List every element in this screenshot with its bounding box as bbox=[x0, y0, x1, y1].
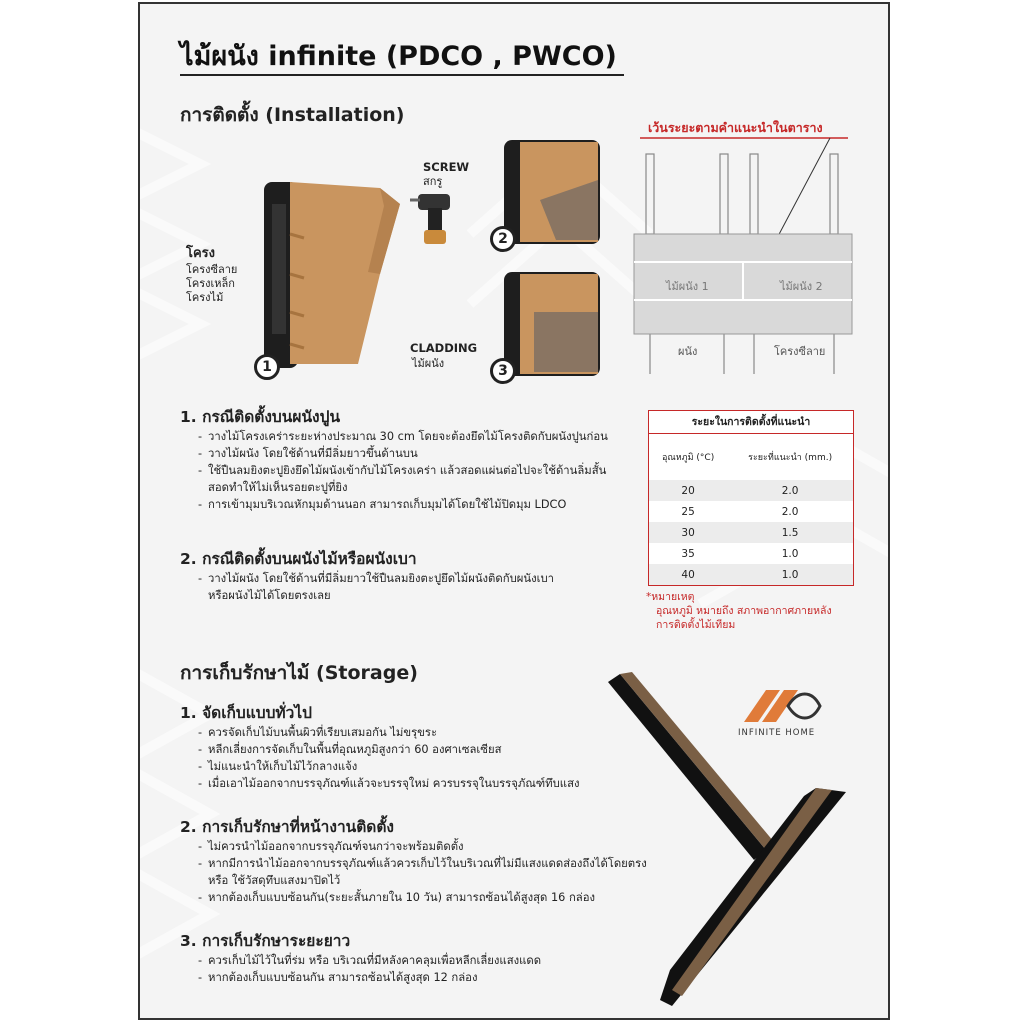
step-2-badge: 2 bbox=[490, 226, 516, 252]
footnote: *หมายเหตุ อุณหภูมิ หมายถึง สภาพอากาศภายหลัง การติดตั้งไม้เทียม bbox=[646, 591, 832, 631]
panel-1-label: ไม้ผนัง 1 bbox=[666, 280, 709, 293]
screw-sublabel: สกรู bbox=[423, 175, 443, 188]
list-item: - วางไม้โครงเคร่าระยะห่างประมาณ 30 cm โดยจะต้องยึดไม้โครงติดกับผนังปูนก่อน bbox=[198, 430, 608, 443]
frame-type-3: โครงไม้ bbox=[186, 291, 224, 304]
step-2-illustration bbox=[500, 140, 610, 250]
wall-label: ผนัง bbox=[678, 345, 698, 358]
frame-label: โครง bbox=[186, 246, 216, 261]
list-item-continuation: สอดทำให้ไม่เห็นรอยตะปูที่ยิง bbox=[208, 481, 348, 494]
storage-section-2-list bbox=[198, 838, 647, 906]
storage-section-3-list bbox=[198, 952, 541, 986]
list-item: - ควรเก็บไม้ไว้ในที่ร่ม หรือ บริเวณที่มีหลังคาคลุมเพื่อหลีกเลี่ยงแสงแดด bbox=[198, 954, 542, 967]
document-page bbox=[138, 2, 890, 1020]
frame-type-label: โครงซีลาย bbox=[774, 345, 826, 358]
list-item-continuation: หรือผนังไม้ได้โดยตรงเลย bbox=[208, 589, 331, 602]
list-item: - วางไม้ผนัง โดยใช้ด้านที่มีลิ่มยาวขึ้นด้านบน bbox=[198, 447, 418, 460]
list-item: - ใช้ปืนลมยิงตะปูยิงยึดไม้ผนังเข้ากับไม้โครงเคร่า แล้วสอดแผ่นต่อไปจะใช้ด้านลิ่มสั้น bbox=[198, 464, 607, 477]
list-item: - หลีกเลี่ยงการจัดเก็บในพื้นที่อุณหภูมิสูงกว่า 60 องศาเซลเซียส bbox=[198, 743, 502, 756]
cladding-installation-illustration bbox=[260, 174, 400, 374]
list-item: - หากต้องเก็บแบบซ้อนกัน(ระยะสั้นภายใน 10 วัน) สามารถซ้อนได้สูงสุด 16 กล่อง bbox=[198, 891, 596, 904]
list-item-continuation: หรือ ใช้วัสดุทึบแสงมาปิดไว้ bbox=[208, 874, 341, 887]
step-1-badge: 1 bbox=[254, 354, 280, 380]
storage-section-3-heading: 3. การเก็บรักษาระยะยาว bbox=[180, 932, 351, 950]
brand-name: INFINITE HOME bbox=[738, 728, 816, 738]
table-header: อุณหภูมิ (°C) bbox=[661, 453, 715, 463]
table-title: ระยะในการติดตั้งที่แนะนำ bbox=[649, 411, 853, 434]
list-item: - หากมีการนำไม้ออกจากบรรจุภัณฑ์แล้วควรเก็บไว้ในบริเวณที่ไม่มีแสงแดดส่องถึงได้โดยตรง bbox=[198, 857, 647, 870]
table-header: ระยะที่แนะนำ (mm.) bbox=[748, 453, 833, 463]
case-2-list bbox=[198, 570, 554, 604]
table-row: 40 1.0 bbox=[649, 564, 853, 585]
list-item: - วางไม้ผนัง โดยใช้ด้านที่มีลิ่มยาวใช้ปืนลมยิงตะปูยึดไม้ผนังติดกับผนังเบา bbox=[198, 572, 554, 585]
screw-label: SCREW bbox=[423, 160, 470, 174]
frame-type-1: โครงซีลาย bbox=[186, 263, 238, 276]
table-header-row bbox=[649, 434, 853, 480]
storage-heading: การเก็บรักษาไม้ (Storage) bbox=[180, 662, 418, 684]
spacing-callout: เว้นระยะตามคำแนะนำในตาราง bbox=[648, 120, 823, 135]
storage-section-2-heading: 2. การเก็บรักษาที่หน้างานติดตั้ง bbox=[180, 818, 395, 836]
case-1-list bbox=[198, 428, 608, 513]
table-row: 20 2.0 bbox=[649, 480, 853, 501]
frame-type-2: โครงเหล็ก bbox=[186, 277, 235, 290]
spacing-diagram bbox=[630, 134, 860, 384]
list-item: - เมื่อเอาไม้ออกจากบรรจุภัณฑ์แล้วจะบรรจุใหม่ ควรบรรจุในบรรจุภัณฑ์ทึบแสง bbox=[198, 777, 580, 790]
title-underline bbox=[180, 74, 624, 76]
table-row: 30 1.5 bbox=[649, 522, 853, 543]
cladding-label: CLADDING bbox=[410, 341, 478, 355]
list-item: - การเข้ามุมบริเวณหักมุมด้านนอก สามารถเก็บมุมได้โดยใช้ไม้ปิดมุม LDCO bbox=[198, 498, 567, 511]
list-item: - หากต้องเก็บแบบซ้อนกัน สามารถซ้อนได้สูงสุด 12 กล่อง bbox=[198, 971, 478, 984]
table-row: 25 2.0 bbox=[681, 505, 799, 518]
step-3-badge: 3 bbox=[490, 358, 516, 384]
table bbox=[649, 434, 853, 585]
page-title: ไม้ผนัง infinite (PDCO , PWCO) bbox=[180, 41, 617, 72]
product-boards-illustration bbox=[606, 670, 866, 1010]
cladding-sublabel: ไม้ผนัง bbox=[412, 357, 445, 370]
storage-section-1-heading: 1. จัดเก็บแบบทั่วไป bbox=[180, 704, 312, 722]
panel-2-label: ไม้ผนัง 2 bbox=[780, 280, 823, 293]
table-row: 35 1.0 bbox=[681, 547, 799, 560]
list-item: - ควรจัดเก็บไม้บนพื้นผิวที่เรียบเสมอกัน ไม่ขรุขระ bbox=[198, 726, 438, 739]
step-3-illustration bbox=[500, 272, 610, 382]
list-item: - ไม่ควรนำไม้ออกจากบรรจุภัณฑ์จนกว่าจะพร้อมติดตั้ง bbox=[198, 840, 464, 853]
case-1-heading: 1. กรณีติดตั้งบนผนังปูน bbox=[180, 408, 341, 426]
installation-heading: การติดตั้ง (Installation) bbox=[180, 104, 405, 126]
case-2-heading: 2. กรณีติดตั้งบนผนังไม้หรือผนังเบา bbox=[180, 550, 417, 568]
storage-section-1-list bbox=[198, 724, 579, 792]
recommended-spacing-table bbox=[648, 410, 854, 586]
list-item: - ไม่แนะนำให้เก็บไม้ไว้กลางแจ้ง bbox=[198, 760, 358, 773]
